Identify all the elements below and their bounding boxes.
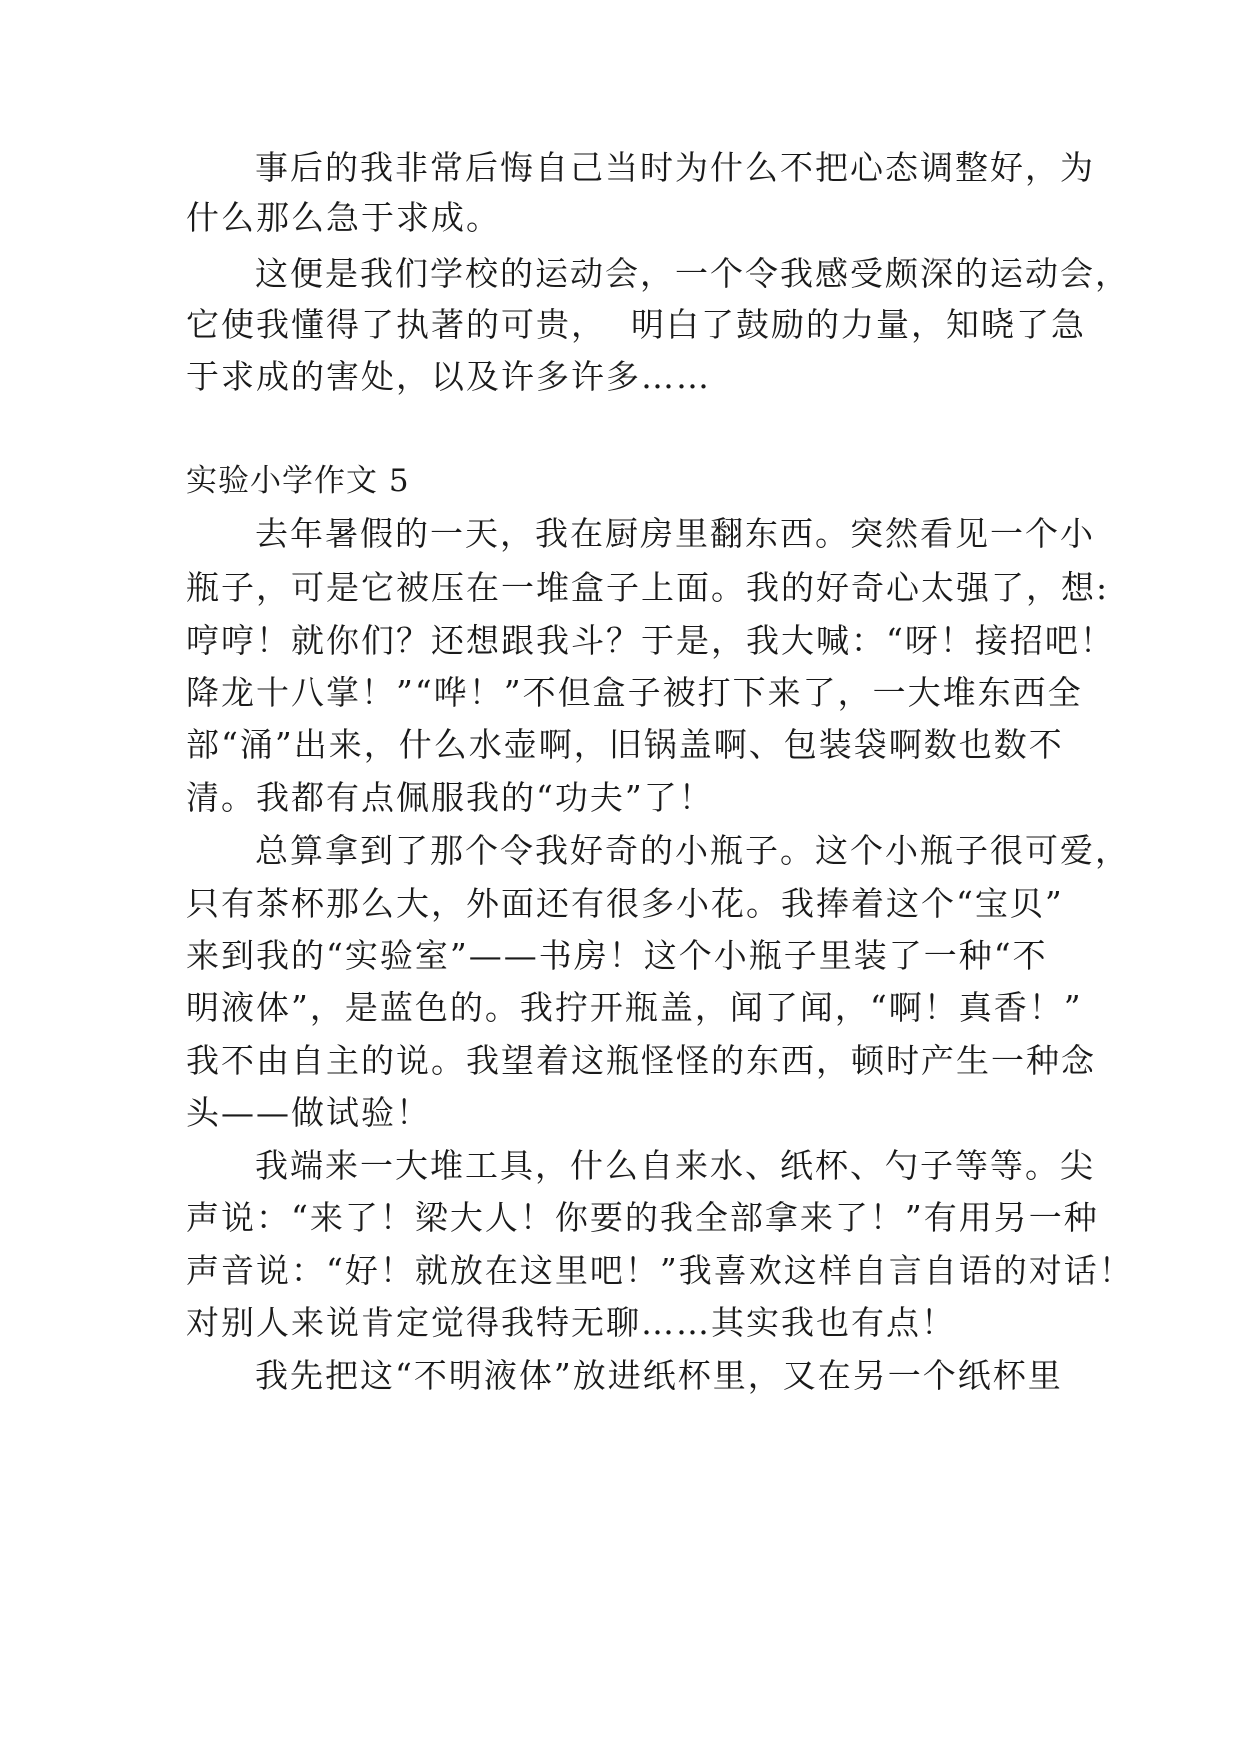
paragraph-line: 声说：“来了！梁大人！你要的我全部拿来了！”有用另一种 (186, 1198, 1099, 1237)
paragraph-line: 来到我的“实验室”——书房！这个小瓶子里装了一种“不 (186, 936, 1048, 975)
paragraph-line: 什么那么急于求成。 (186, 198, 501, 237)
paragraph-line: 去年暑假的一天，我在厨房里翻东西。突然看见一个小 (255, 514, 1095, 553)
paragraph-line: 于求成的害处，以及许多许多…… (186, 357, 711, 396)
paragraph-line: 对别人来说肯定觉得我特无聊……其实我也有点！ (186, 1303, 956, 1342)
paragraph-line: 明液体”，是蓝色的。我拧开瓶盖，闻了闻，“啊！真香！” (186, 988, 1083, 1027)
paragraph-line: 瓶子，可是它被压在一堆盒子上面。我的好奇心太强了，想: (186, 568, 1110, 607)
paragraph-line: 清。我都有点佩服我的“功夫”了！ (186, 778, 714, 817)
paragraph-line: 部“涌”出来，什么水壶啊，旧锅盖啊、包装袋啊数也数不 (186, 725, 1064, 764)
paragraph-line: 声音说：“好！就放在这里吧！”我喜欢这样自言自语的对话！ (186, 1251, 1134, 1290)
section-title: 实验小学作文 5 (186, 463, 410, 499)
paragraph-line: 总算拿到了那个令我好奇的小瓶子。这个小瓶子很可爱， (255, 831, 1130, 870)
paragraph-line: 降龙十八掌！”“哗！”不但盒子被打下来了，一大堆东西全 (186, 673, 1083, 712)
paragraph-line: 我不由自主的说。我望着这瓶怪怪的东西，顿时产生一种念 (186, 1041, 1096, 1080)
paragraph-line: 哼哼！就你们？还想跟我斗？于是，我大喊：“呀！接招吧！ (186, 621, 1115, 660)
paragraph-line: 头——做试验！ (186, 1093, 431, 1132)
paragraph-line: 事后的我非常后悔自己当时为什么不把心态调整好，为 (255, 148, 1095, 187)
paragraph-line: 我端来一大堆工具，什么自来水、纸杯、勺子等等。尖 (255, 1146, 1095, 1185)
paragraph-line: 它使我懂得了执著的可贵， 明白了鼓励的力量，知晓了急 (186, 305, 1086, 344)
paragraph-line: 只有茶杯那么大，外面还有很多小花。我捧着这个“宝贝” (186, 884, 1064, 923)
paragraph-line: 这便是我们学校的运动会，一个令我感受颇深的运动会， (255, 254, 1130, 293)
paragraph-line: 我先把这“不明液体”放进纸杯里，又在另一个纸杯里 (255, 1356, 1063, 1395)
